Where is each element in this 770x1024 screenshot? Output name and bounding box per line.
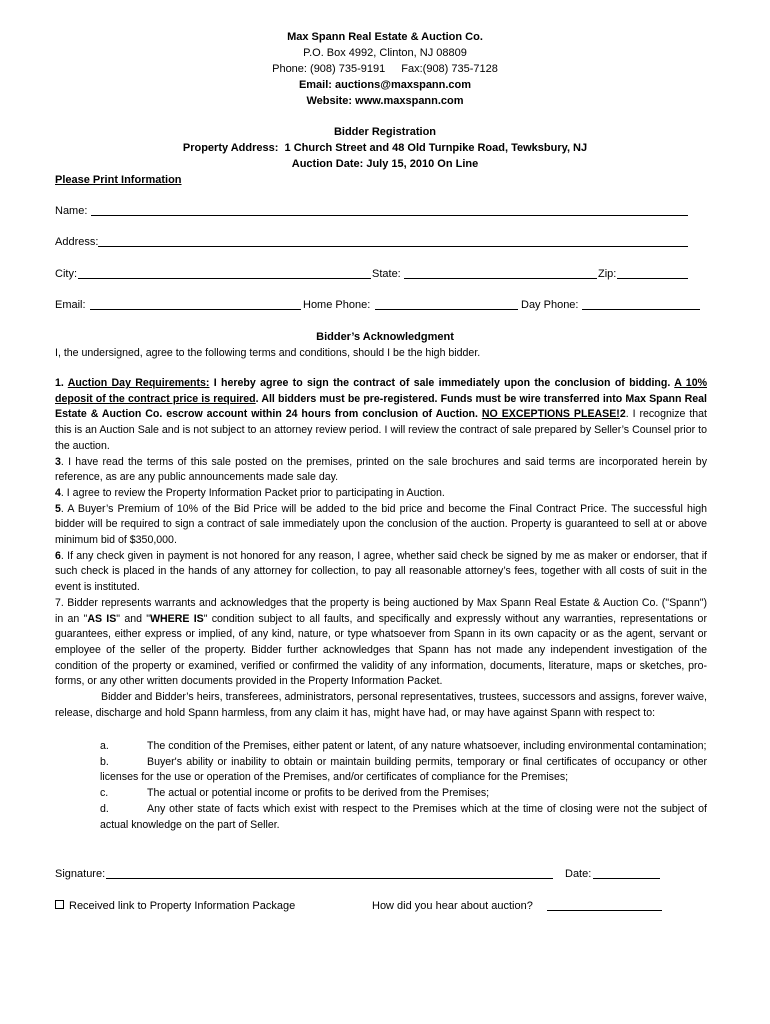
address-label: Address:	[55, 236, 99, 248]
term-5	[55, 502, 707, 549]
received-link-checkbox[interactable]	[55, 900, 64, 909]
term-2-number: 2	[619, 408, 626, 421]
zip-label: Zip:	[598, 268, 617, 280]
city-label: City:	[55, 268, 77, 280]
how-heard-field[interactable]	[547, 899, 662, 911]
term-1-text-c: . All bidders must be pre-registered. Funds must be wire transferred into Max Spann Real Estate & Auction Co. escrow account within 24 hours from conclusion of Auction.	[55, 392, 707, 421]
term-6	[55, 549, 707, 596]
zip-field[interactable]	[617, 267, 688, 279]
address-field[interactable]	[98, 235, 688, 247]
city-field[interactable]	[78, 267, 371, 279]
signature-label: Signature:	[55, 868, 106, 880]
term-6-text: . If any check given in payment is not honored for any reason, I agree, whether said check be signed by me as maker or endorser, that if such check is placed in the hands of any attorney for collection, to pay all reasonable attorney’s fees, together with all costs of suit in the event is instituted.	[55, 549, 707, 594]
term-7	[55, 596, 707, 690]
term-5-number: 5	[55, 502, 61, 515]
term-3-text: . I have read the terms of this sale posted on the premises, printed on the sale brochures and said terms are incorporated herein by reference, as are any public announcements made sale day.	[55, 455, 707, 484]
property-label: Property Address:	[182, 142, 279, 154]
term-4-text: . I agree to review the Property Information Packet prior to participating in Auction.	[60, 486, 445, 499]
term-6-number: 6	[55, 549, 61, 562]
term-7-text-b: " and "	[116, 612, 151, 625]
release-item-c: c. The actual or potential income or profits to be derived from the Premises;	[100, 787, 490, 800]
release-item-a: a. The condition of the Premises, either patent or latent, of any nature whatsoever, including environmental contamination;	[100, 740, 707, 752]
term-1-deposit: A 10% deposit of the contract price is required	[55, 377, 708, 405]
signature-field[interactable]	[106, 867, 553, 879]
term-4-number: 4	[55, 486, 61, 499]
term-3	[55, 455, 707, 486]
phone: Phone: (908) 735-9191	[272, 63, 386, 75]
home-phone-field[interactable]	[375, 298, 518, 310]
term-1-no-exceptions: NO EXCEPTIONS PLEASE!	[481, 408, 620, 421]
term-5-text: . A Buyer’s Premium of 10% of the Bid Price will be added to the bid price and become the Final Contract Price. The successful high bidder will be required to sign a contract of sale immediately upon the conclusion of the auction. Property is guaranteed to sell at or above minimum bid of $350,000.	[55, 502, 707, 547]
date-label: Date:	[565, 868, 592, 880]
fax: Fax:(908) 735-7128	[401, 63, 498, 75]
term-7-text-c: " condition subject to all faults, and specifically and expressly without any warranties, representations or guarantees, either express or implied, of any kind, nature, or type whatsoever from Spann in its own capacity or as the agent, servant or employee of the seller of the property. Bidder further acknowledges that Spann has not made any independent investigation of the condition of the property or examined, verified or confirmed the validity of any information, documents, literature, maps or sketches, pro-forms, or any other written documents provided in the Property Information Packet.	[55, 612, 707, 688]
day-phone-field[interactable]	[582, 298, 700, 310]
print-info-heading: Please Print Information	[55, 174, 182, 186]
term-1-text-a: I hereby agree to sign the contract of sale immediately upon the conclusion of bidding.	[209, 377, 675, 389]
property-value: 1 Church Street and 48 Old Turnpike Road, Tewksbury, NJ	[284, 142, 588, 154]
how-heard-label: How did you hear about auction?	[372, 900, 533, 912]
email-label: Email:	[55, 299, 86, 311]
auction-date: Auction Date: July 15, 2010 On Line	[291, 158, 479, 170]
email-field[interactable]	[90, 298, 301, 310]
state-label: State:	[372, 268, 401, 280]
term-7-as-is: AS IS	[87, 612, 117, 625]
term-7-where-is: WHERE IS	[150, 612, 204, 625]
state-field[interactable]	[404, 267, 597, 279]
received-link-label: Received link to Property Information Package	[69, 900, 296, 912]
name-field[interactable]	[91, 204, 688, 216]
home-phone-label: Home Phone:	[303, 299, 371, 311]
term-7-text-a: 7. Bidder represents warrants and acknowledges that the property is being auctioned by Max Spann Real Estate & Auction Co. ("Spann") in an "	[55, 596, 707, 625]
term-3-number: 3	[55, 455, 61, 468]
term-2-text: . I recognize that this is an Auction Sale and is not subject to an attorney review period. I will review the contract of sale prepared by Seller’s Counsel prior to the auction.	[55, 408, 707, 452]
website: Website: www.maxspann.com	[306, 95, 464, 107]
day-phone-label: Day Phone:	[521, 299, 579, 311]
term-7-release: Bidder and Bidder’s heirs, transferees, administrators, personal representatives, trustees, successors and assigns, forever waive, release, discharge and hold Spann harmless, from any claim it has, might have had, or may have against Spann with respect to:	[55, 691, 707, 719]
acknowledgment-title: Bidder’s Acknowledgment	[316, 331, 454, 343]
phone-fax-line	[0, 61, 770, 77]
term-1-heading: Auction Day Requirements:	[67, 377, 210, 389]
release-items-list	[100, 739, 707, 833]
email-address: Email: auctions@maxspann.com	[298, 79, 472, 91]
acknowledgment-terms	[55, 376, 707, 721]
acknowledgment-intro: I, the undersigned, agree to the following terms and conditions, should I be the high bidder.	[55, 347, 481, 359]
property-address-line	[0, 140, 770, 156]
release-item-d: d. Any other state of facts which exist with respect to the Premises which at the time of closing were not the subject of actual knowledge on the part of Seller.	[100, 802, 707, 831]
name-label: Name:	[55, 205, 88, 217]
term-1-2: 1. Auction Day Requirements: I hereby agree to sign the contract of sale immediately upon the conclusion of bidding. A 10% deposit of the contract price is required. All bidders must be pre-registered. Funds must be wire transferred into Max Spann Real Estate & Auction Co. escrow account within 24 hours from conclusion of Auction. NO EXCEPTIONS PLEASE!2. I recognize that this is an Auction Sale and is not subject to an attorney review period. I will review the contract of sale prepared by Seller’s Counsel prior to the auction.	[55, 377, 708, 452]
po-box: P.O. Box 4992, Clinton, NJ 08809	[303, 47, 467, 59]
registration-title: Bidder Registration	[333, 126, 437, 138]
company-name: Max Spann Real Estate & Auction Co.	[287, 31, 483, 43]
release-item-b: b. Buyer's ability or inability to obtain or maintain building permits, temporary or final certificates of occupancy or other licenses for the use or operation of the Premises, and/or certificates of compliance for the Premises;	[100, 755, 707, 784]
term-4	[55, 486, 707, 502]
date-field[interactable]	[593, 867, 660, 879]
term-1-number: 1	[55, 377, 61, 389]
received-link-row	[55, 898, 295, 914]
